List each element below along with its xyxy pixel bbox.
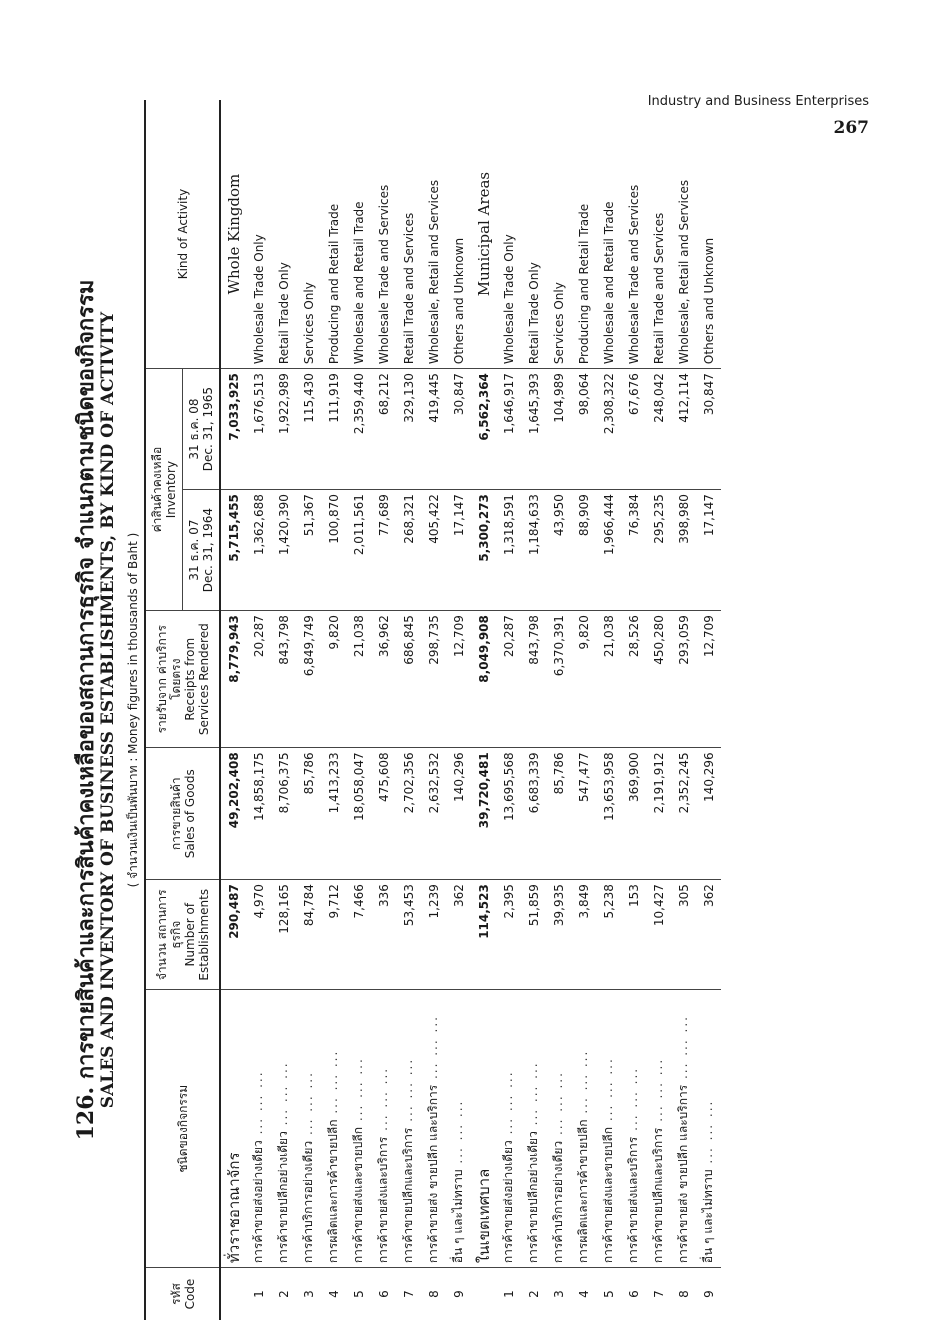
row-establishments: 51,859 <box>521 880 546 990</box>
leader-dots: ... ... ... <box>326 1049 340 1120</box>
row-activity-thai <box>571 990 596 1268</box>
table-row <box>671 100 696 1320</box>
rotated-table-page <box>68 100 878 1320</box>
row-receipts: 9,820 <box>571 611 596 748</box>
row-kind-english: Wholesale Trade and Services <box>621 100 646 369</box>
row-receipts: 843,798 <box>271 611 296 748</box>
row-kind-english: Wholesale, Retail and Services <box>421 100 446 369</box>
row-sales: 140,296 <box>446 748 471 880</box>
row-code: 2 <box>526 1290 541 1298</box>
row-code: 8 <box>676 1290 691 1298</box>
row-code: 5 <box>351 1290 366 1298</box>
table-title-english: SALES AND INVENTORY OF BUSINESS ESTABLISHMENTS, BY KIND OF ACTIVITY <box>98 311 118 1109</box>
row-inventory-1964: 100,870 <box>321 490 346 611</box>
row-activity-thai <box>246 990 271 1268</box>
row-kind-english: Wholesale Trade Only <box>496 100 521 369</box>
row-sales: 13,695,568 <box>496 748 521 880</box>
row-activity-thai <box>671 990 696 1268</box>
table-row <box>346 100 371 1320</box>
row-receipts: 9,820 <box>321 611 346 748</box>
row-inventory-1964: 398,980 <box>671 490 696 611</box>
total-sales: 49,202,408 <box>220 748 246 880</box>
leader-dots: ... ... ... <box>451 1099 465 1170</box>
leader-dots: ... ... ... <box>276 1061 290 1132</box>
section-title-thai: ในเขตเทศบาล <box>471 990 496 1268</box>
row-code: 7 <box>651 1290 666 1298</box>
sales-header-english: Sales of Goods <box>182 769 197 859</box>
row-inventory-1964: 17,147 <box>446 490 471 611</box>
row-activity-thai <box>371 990 396 1268</box>
row-inventory-1965: 2,308,322 <box>596 369 621 490</box>
row-inventory-1965: 115,430 <box>296 369 321 490</box>
table-row <box>521 100 546 1320</box>
row-activity-thai <box>546 990 571 1268</box>
table-row <box>421 100 446 1320</box>
activity-label: การผลิตและการค้าขายปลีก <box>326 1119 340 1264</box>
kind-header: Kind of Activity <box>145 100 220 369</box>
row-sales: 140,296 <box>696 748 721 880</box>
activity-label: การค้าขายส่ง ขายปลีก และบริการ <box>676 1084 690 1264</box>
activity-label: การค้าขายปลีกและบริการ <box>401 1127 415 1264</box>
row-inventory-1964: 405,422 <box>421 490 446 611</box>
row-receipts: 21,038 <box>596 611 621 748</box>
code-header <box>145 1268 220 1320</box>
row-inventory-1964: 77,689 <box>371 490 396 611</box>
row-sales: 6,683,339 <box>521 748 546 880</box>
receipts-header <box>145 611 220 748</box>
row-kind-english: Wholesale Trade and Services <box>371 100 396 369</box>
table-row <box>321 100 346 1320</box>
total-establishments: 290,487 <box>220 880 246 990</box>
total-inventory-1965: 7,033,925 <box>220 369 246 490</box>
row-establishments: 4,970 <box>246 880 271 990</box>
row-establishments: 3,849 <box>571 880 596 990</box>
row-inventory-1964: 1,420,390 <box>271 490 296 611</box>
row-sales: 8,706,375 <box>271 748 296 880</box>
row-inventory-1965: 412,114 <box>671 369 696 490</box>
row-code: 6 <box>376 1290 391 1298</box>
table-row <box>546 100 571 1320</box>
row-code: 3 <box>551 1290 566 1298</box>
activity-label: การค้าขายปลีกอย่างเดียว <box>276 1131 290 1264</box>
row-kind-english: Producing and Retail Trade <box>571 100 596 369</box>
section-total-row <box>220 100 246 1320</box>
table-row <box>571 100 596 1320</box>
section-title-english: Municipal Areas <box>471 100 496 369</box>
row-activity-thai <box>621 990 646 1268</box>
row-receipts: 20,287 <box>246 611 271 748</box>
leader-dots: ... ... ... <box>376 1066 390 1137</box>
table-row <box>296 100 321 1320</box>
row-receipts: 21,038 <box>346 611 371 748</box>
row-kind-english: Wholesale and Retail Trade <box>596 100 621 369</box>
row-kind-english: Retail Trade Only <box>521 100 546 369</box>
sales-inventory-table <box>144 100 721 1320</box>
inventory-header-english: Inventory <box>164 460 178 519</box>
row-kind-english: Wholesale and Retail Trade <box>346 100 371 369</box>
leader-dots: ... ... ... <box>551 1071 565 1141</box>
row-code: 7 <box>401 1290 416 1298</box>
row-activity-thai <box>396 990 421 1268</box>
receipts-header-english: Receipts from Services Rendered <box>182 623 211 736</box>
row-inventory-1965: 98,064 <box>571 369 596 490</box>
row-sales: 14,858,175 <box>246 748 271 880</box>
row-inventory-1964: 51,367 <box>296 490 321 611</box>
activity-label: การค้าขายส่งและขายปลีก <box>351 1126 365 1264</box>
inventory-1965-thai: 31 ธ.ค. 08 <box>187 398 201 460</box>
row-establishments: 2,395 <box>496 880 521 990</box>
row-kind-english: Wholesale, Retail and Services <box>671 100 696 369</box>
row-establishments: 362 <box>696 880 721 990</box>
row-kind-english: Services Only <box>546 100 571 369</box>
row-kind-english: Services Only <box>296 100 321 369</box>
row-code: 2 <box>276 1290 291 1298</box>
table-title-thai: 126. การขายสินค้าและการสินค้าคงเหลือของสถานการธุรกิจ จำแนกตามชนิดของกิจกรรม <box>73 279 99 1141</box>
row-code: 1 <box>501 1290 516 1298</box>
row-inventory-1965: 68,212 <box>371 369 396 490</box>
row-code: 9 <box>701 1290 716 1298</box>
row-activity-thai <box>521 990 546 1268</box>
row-receipts: 12,709 <box>696 611 721 748</box>
section-title-english: Whole Kingdom <box>220 100 246 369</box>
row-inventory-1965: 329,130 <box>396 369 421 490</box>
leader-dots: ... ... ... <box>301 1071 315 1141</box>
row-inventory-1964: 1,966,444 <box>596 490 621 611</box>
activity-label: การค้าขายส่งอย่างเดียว <box>251 1140 265 1264</box>
row-activity-thai <box>446 990 471 1268</box>
money-unit-note: ( จำนวนเงินเป็นพันบาท : Money figures in thousands of Baht ) <box>126 532 140 888</box>
total-establishments: 114,523 <box>471 880 496 990</box>
activity-label: การค้าขายส่ง ขายปลีก และบริการ <box>426 1084 440 1264</box>
row-kind-english: Producing and Retail Trade <box>321 100 346 369</box>
row-inventory-1965: 248,042 <box>646 369 671 490</box>
inventory-header <box>145 369 183 611</box>
activity-label: การค้าขายปลีกอย่างเดียว <box>526 1131 540 1264</box>
row-sales: 18,058,047 <box>346 748 371 880</box>
row-establishments: 39,935 <box>546 880 571 990</box>
row-activity-thai <box>271 990 296 1268</box>
header-row <box>145 100 183 1320</box>
activity-label: การค้าขายส่งและบริการ <box>626 1136 640 1264</box>
leader-dots: ... ... ... <box>601 1057 615 1127</box>
table-row <box>246 100 271 1320</box>
row-receipts: 293,059 <box>671 611 696 748</box>
row-code: 6 <box>626 1290 641 1298</box>
inventory-1964-english: Dec. 31, 1964 <box>201 507 215 593</box>
row-establishments: 53,453 <box>396 880 421 990</box>
row-establishments: 336 <box>371 880 396 990</box>
row-inventory-1964: 1,184,633 <box>521 490 546 611</box>
row-inventory-1965: 30,847 <box>446 369 471 490</box>
row-sales: 475,608 <box>371 748 396 880</box>
leader-dots: ... ... ... <box>626 1066 640 1137</box>
row-establishments: 84,784 <box>296 880 321 990</box>
row-activity-thai <box>346 990 371 1268</box>
code-header-thai: รหัส <box>168 1283 183 1305</box>
total-receipts: 8,049,908 <box>471 611 496 748</box>
row-inventory-1965: 1,646,917 <box>496 369 521 490</box>
row-receipts: 298,735 <box>421 611 446 748</box>
table-row <box>496 100 521 1320</box>
row-inventory-1964: 88,909 <box>571 490 596 611</box>
page-number: 267 <box>833 118 869 138</box>
leader-dots: ... ... ... <box>351 1057 365 1127</box>
table-row <box>696 100 721 1320</box>
row-sales: 547,477 <box>571 748 596 880</box>
row-kind-english: Retail Trade Only <box>271 100 296 369</box>
row-establishments: 9,712 <box>321 880 346 990</box>
row-inventory-1965: 104,989 <box>546 369 571 490</box>
table-row <box>446 100 471 1320</box>
row-code: 4 <box>576 1290 591 1298</box>
row-kind-english: Wholesale Trade Only <box>246 100 271 369</box>
row-activity-thai <box>696 990 721 1268</box>
row-inventory-1965: 1,645,393 <box>521 369 546 490</box>
row-kind-english: Retail Trade and Services <box>646 100 671 369</box>
row-sales: 1,413,233 <box>321 748 346 880</box>
row-establishments: 1,239 <box>421 880 446 990</box>
row-inventory-1964: 268,321 <box>396 490 421 611</box>
leader-dots: ... ... ... <box>401 1057 415 1128</box>
row-inventory-1964: 1,362,688 <box>246 490 271 611</box>
activity-label: การค้าขายส่งและขายปลีก <box>601 1126 615 1264</box>
establishments-header-thai: จำนวน สถานการธุรกิจ <box>154 889 183 981</box>
row-inventory-1965: 1,676,513 <box>246 369 271 490</box>
row-inventory-1964: 76,384 <box>621 490 646 611</box>
row-receipts: 450,280 <box>646 611 671 748</box>
row-inventory-1965: 1,922,989 <box>271 369 296 490</box>
establishments-header <box>145 880 220 990</box>
activity-label: การผลิตและการค้าขายปลีก <box>576 1119 590 1264</box>
row-inventory-1965: 111,919 <box>321 369 346 490</box>
activity-label: การค้าบริการอย่างเดียว <box>301 1140 315 1264</box>
leader-dots: ... ... ... <box>526 1061 540 1132</box>
row-activity-thai <box>596 990 621 1268</box>
row-activity-thai <box>496 990 521 1268</box>
row-establishments: 128,165 <box>271 880 296 990</box>
row-establishments: 305 <box>671 880 696 990</box>
row-kind-english: Retail Trade and Services <box>396 100 421 369</box>
sales-header <box>145 748 220 880</box>
row-activity-thai <box>646 990 671 1268</box>
table-row <box>271 100 296 1320</box>
section-total-row <box>471 100 496 1320</box>
row-inventory-1965: 419,445 <box>421 369 446 490</box>
row-establishments: 5,238 <box>596 880 621 990</box>
running-header: Industry and Business Enterprises <box>647 94 869 109</box>
section-code-cell <box>471 1268 496 1320</box>
row-sales: 2,632,532 <box>421 748 446 880</box>
table-row <box>596 100 621 1320</box>
row-inventory-1965: 30,847 <box>696 369 721 490</box>
row-kind-english: Others and Unknown <box>446 100 471 369</box>
inventory-1964-thai: 31 ธ.ค. 07 <box>187 519 201 581</box>
activity-label: อื่น ๆ และไม่ทราบ <box>451 1169 465 1264</box>
row-inventory-1964: 295,235 <box>646 490 671 611</box>
row-receipts: 6,370,391 <box>546 611 571 748</box>
row-code: 5 <box>601 1290 616 1298</box>
activity-label: การค้าขายส่งและบริการ <box>376 1136 390 1264</box>
row-establishments: 362 <box>446 880 471 990</box>
row-sales: 369,900 <box>621 748 646 880</box>
activity-label: การค้าบริการอย่างเดียว <box>551 1140 565 1264</box>
leader-dots: ... ... ... <box>501 1070 515 1141</box>
leader-dots: ... ... ... <box>426 1015 440 1085</box>
row-receipts: 20,287 <box>496 611 521 748</box>
row-establishments: 153 <box>621 880 646 990</box>
total-inventory-1964: 5,715,455 <box>220 490 246 611</box>
row-code: 1 <box>251 1290 266 1298</box>
table-row <box>396 100 421 1320</box>
sales-header-thai: การขายสินค้า <box>168 777 183 851</box>
row-activity-thai <box>296 990 321 1268</box>
row-receipts: 28,526 <box>621 611 646 748</box>
row-inventory-1965: 67,676 <box>621 369 646 490</box>
leader-dots: ... ... ... <box>576 1049 590 1120</box>
total-receipts: 8,779,943 <box>220 611 246 748</box>
activity-label: อื่น ๆ และไม่ทราบ <box>701 1169 715 1264</box>
row-code: 4 <box>326 1290 341 1298</box>
row-activity-thai <box>321 990 346 1268</box>
total-inventory-1964: 5,300,273 <box>471 490 496 611</box>
row-sales: 2,352,245 <box>671 748 696 880</box>
row-sales: 2,702,356 <box>396 748 421 880</box>
section-title-thai: ทั่วราชอาณาจักร <box>220 990 246 1268</box>
row-inventory-1965: 2,359,440 <box>346 369 371 490</box>
row-sales: 13,653,958 <box>596 748 621 880</box>
row-kind-english: Others and Unknown <box>696 100 721 369</box>
row-sales: 2,191,912 <box>646 748 671 880</box>
table-row <box>621 100 646 1320</box>
section-code-cell <box>220 1268 246 1320</box>
inventory-1965-header <box>183 369 221 490</box>
row-code: 8 <box>426 1290 441 1298</box>
table-row <box>646 100 671 1320</box>
activity-label: การค้าขายปลีกและบริการ <box>651 1127 665 1264</box>
row-code: 9 <box>451 1290 466 1298</box>
row-sales: 85,786 <box>546 748 571 880</box>
establishments-header-english: Number of Establishments <box>182 888 211 981</box>
row-receipts: 843,798 <box>521 611 546 748</box>
row-receipts: 686,845 <box>396 611 421 748</box>
row-receipts: 36,962 <box>371 611 396 748</box>
receipts-header-thai: รายรับจาก ค่าบริการโดยตรง <box>154 625 183 734</box>
activity-header: ชนิดของกิจกรรม <box>145 990 220 1268</box>
row-inventory-1964: 17,147 <box>696 490 721 611</box>
activity-label: การค้าขายส่งอย่างเดียว <box>501 1140 515 1264</box>
row-code: 3 <box>301 1290 316 1298</box>
leader-dots: ... ... ... <box>651 1057 665 1128</box>
inventory-1965-english: Dec. 31, 1965 <box>201 386 215 472</box>
row-inventory-1964: 1,318,591 <box>496 490 521 611</box>
total-sales: 39,720,481 <box>471 748 496 880</box>
total-inventory-1965: 6,562,364 <box>471 369 496 490</box>
table-row <box>371 100 396 1320</box>
row-receipts: 12,709 <box>446 611 471 748</box>
leader-dots: ... ... ... <box>676 1015 690 1085</box>
row-establishments: 7,466 <box>346 880 371 990</box>
row-establishments: 10,427 <box>646 880 671 990</box>
row-inventory-1964: 2,011,561 <box>346 490 371 611</box>
row-sales: 85,786 <box>296 748 321 880</box>
table-body <box>220 100 721 1320</box>
inventory-1964-header <box>183 490 221 611</box>
code-header-english: Code <box>182 1278 197 1310</box>
row-inventory-1964: 43,950 <box>546 490 571 611</box>
row-activity-thai <box>421 990 446 1268</box>
inventory-header-thai: ค่าสินค้าคงเหลือ <box>150 446 164 533</box>
row-receipts: 6,849,749 <box>296 611 321 748</box>
leader-dots: ... ... ... <box>251 1070 265 1141</box>
leader-dots: ... ... ... <box>701 1099 715 1170</box>
